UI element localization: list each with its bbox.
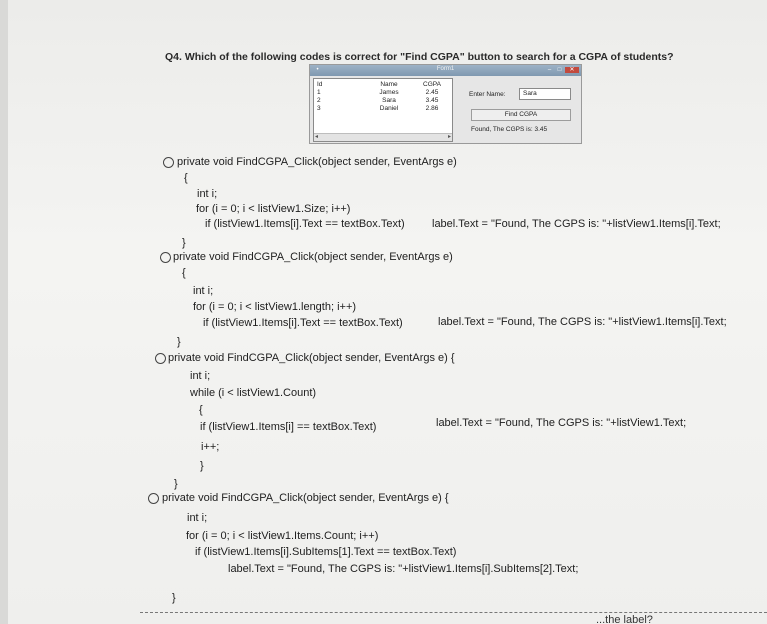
cell-name: James — [379, 89, 399, 96]
option-c-code-line: } — [174, 478, 178, 490]
cell-name: Sara — [382, 97, 396, 104]
cell-id: 3 — [317, 105, 321, 112]
option-c-code-line: label.Text = "Found, The CGPS is: "+listView1.Text; — [436, 417, 687, 429]
option-c-code-line: { — [199, 404, 203, 416]
option-c-code-line: } — [200, 460, 204, 472]
option-d-code-line: } — [172, 592, 176, 604]
option-b-code-line: for (i = 0; i < listView1.length; i++) — [193, 301, 357, 313]
option-d-code-line: label.Text = "Found, The CGPS is: "+listView1.Items[i].SubItems[2].Text; — [228, 563, 579, 575]
option-b-code-line: label.Text = "Found, The CGPS is: "+listView1.Items[i].Text; — [438, 316, 727, 328]
enter-name-label: Enter Name: — [469, 91, 506, 98]
cell-id: 2 — [317, 97, 321, 104]
option-c-radio[interactable] — [155, 353, 166, 364]
close-icon[interactable]: ✕ — [565, 67, 579, 73]
option-a-code-line: int i; — [197, 188, 218, 200]
option-b-code-line: if (listView1.Items[i].Text == textBox.Text) — [203, 317, 403, 329]
option-b-code-line: int i; — [193, 285, 214, 297]
option-a-code-line: private void FindCGPA_Click(object sender, EventArgs e) — [177, 156, 457, 168]
maximize-icon[interactable]: □ — [557, 67, 562, 73]
option-c-code-line: i++; — [201, 441, 220, 453]
question-text: Q4. Which of the following codes is correct for "Find CGPA" button to search for a CGPA of students? — [165, 51, 674, 63]
option-c-code-line: private void FindCGPA_Click(object sender, EventArgs e) { — [168, 352, 455, 364]
column-header-id[interactable]: Id — [317, 81, 323, 88]
option-c-code-line: while (i < listView1.Count) — [190, 387, 317, 399]
option-a-radio[interactable] — [163, 157, 174, 168]
option-b-code-line: private void FindCGPA_Click(object sender, EventArgs e) — [173, 251, 453, 263]
horizontal-scrollbar[interactable] — [314, 133, 452, 141]
option-a-code-line: { — [184, 172, 188, 184]
window-title: Form1 — [436, 66, 455, 72]
cell-name: Daniel — [379, 105, 399, 112]
option-d-code-line: if (listView1.Items[i].SubItems[1].Text == textBox.Text) — [195, 546, 457, 558]
option-a-code-line: if (listView1.Items[i].Text == textBox.Text) — [205, 218, 405, 230]
form-window — [309, 64, 582, 144]
option-b-code-line: } — [177, 336, 181, 348]
option-d-code-line: for (i = 0; i < listView1.Items.Count; i++) — [186, 530, 379, 542]
option-d-radio[interactable] — [148, 493, 159, 504]
option-a-code-line: for (i = 0; i < listView1.Size; i++) — [196, 203, 351, 215]
column-header-cgpa[interactable]: CGPA — [423, 81, 441, 88]
name-input[interactable]: Sara — [519, 88, 571, 100]
option-b-radio[interactable] — [160, 252, 171, 263]
students-listview[interactable] — [313, 78, 453, 142]
option-d-code-line: private void FindCGPA_Click(object sender, EventArgs e) { — [162, 492, 449, 504]
cell-cgpa: 3.45 — [425, 97, 439, 104]
cell-cgpa: 2.45 — [425, 89, 439, 96]
title-bar — [310, 65, 581, 76]
option-b-code-line: { — [182, 267, 186, 279]
option-a-code-line: label.Text = "Found, The CGPS is: "+listView1.Items[i].Text; — [432, 218, 721, 230]
find-cgpa-button[interactable]: Find CGPA — [471, 109, 571, 121]
option-c-code-line: if (listView1.Items[i] == textBox.Text) — [200, 421, 377, 433]
scroll-left-icon[interactable]: ◂ — [315, 134, 319, 140]
cell-id: 1 — [317, 89, 321, 96]
page-divider — [140, 612, 767, 613]
window-icon: • — [316, 67, 319, 73]
option-d-code-line: int i; — [187, 512, 208, 524]
option-c-code-line: int i; — [190, 370, 211, 382]
cell-cgpa: 2.86 — [425, 105, 439, 112]
name-column — [371, 81, 407, 113]
column-header-name[interactable]: Name — [380, 81, 398, 88]
id-column — [317, 81, 322, 113]
cgpa-column — [419, 81, 445, 113]
option-a-code-line: } — [182, 237, 186, 249]
next-question-cutoff: ...the label? — [596, 614, 653, 624]
minimize-icon[interactable]: – — [547, 67, 552, 73]
result-label: Found, The CGPS is: 3.45 — [471, 126, 548, 133]
scroll-right-icon[interactable]: ▸ — [447, 134, 451, 140]
